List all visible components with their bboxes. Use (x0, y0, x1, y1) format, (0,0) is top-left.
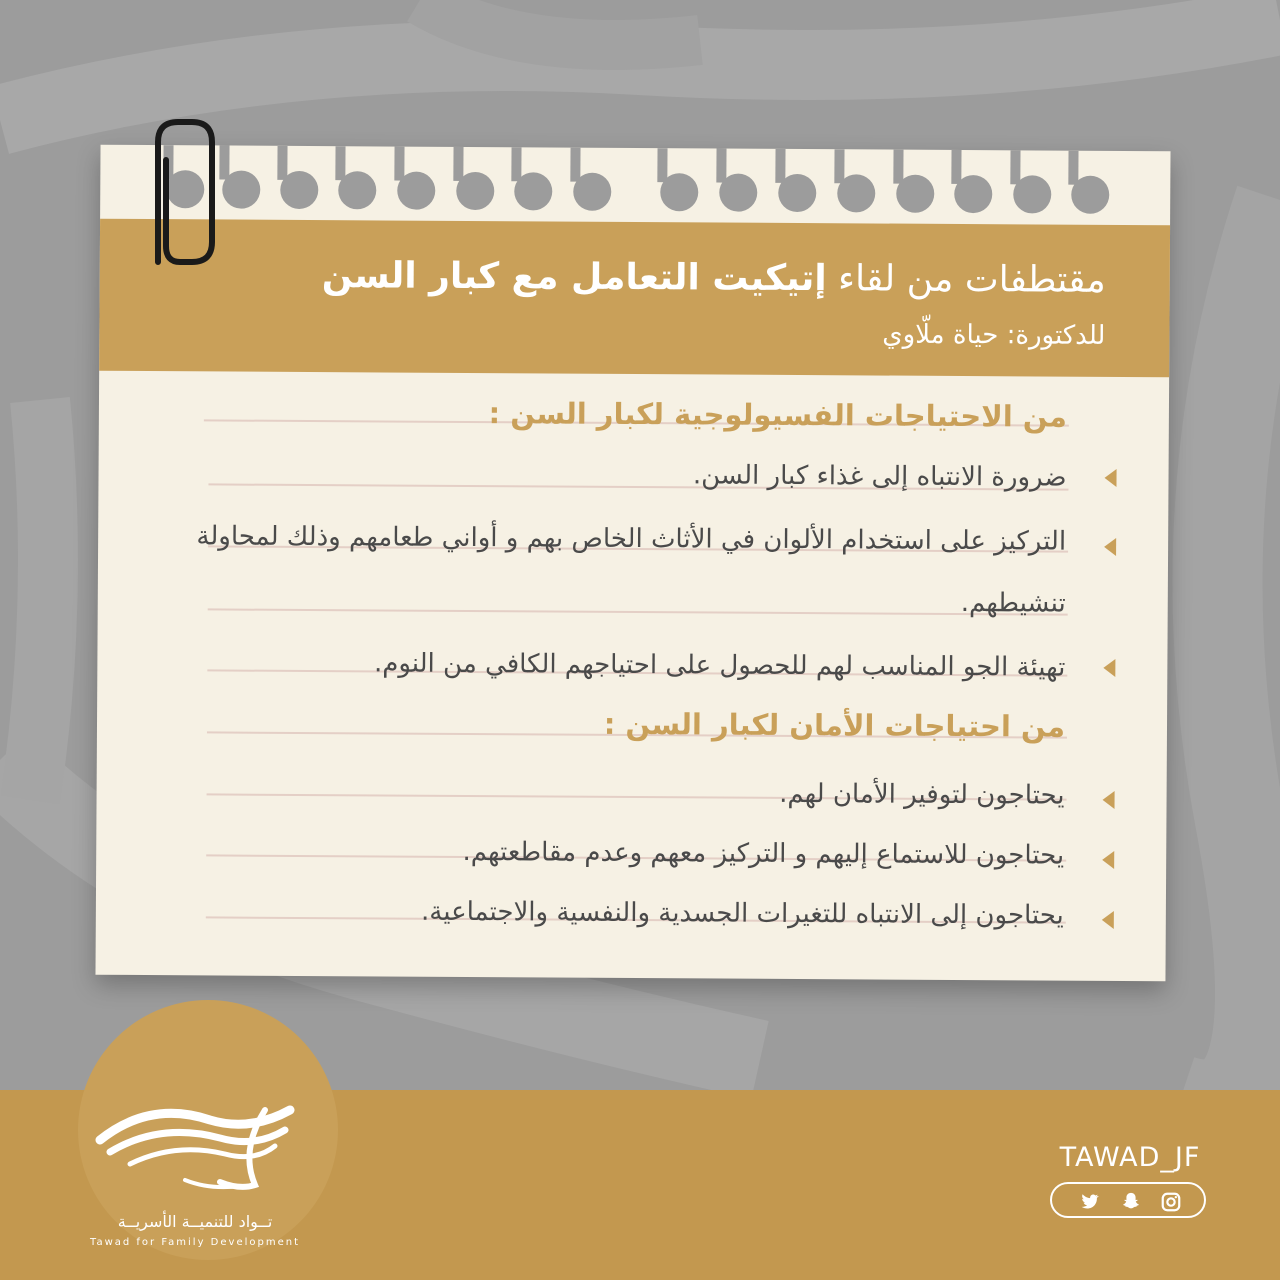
bullet-icon (1102, 851, 1114, 869)
title-intro: مقتطفات من لقاء (838, 258, 1106, 301)
logo-english-text: Tawad for Family Development (89, 1237, 301, 1248)
logo-arabic-text: تــواد للتنميــة الأسريــة (117, 1212, 273, 1231)
list-item: ضرورة الانتباه إلى غذاء كبار السن. (692, 460, 1067, 493)
list-item: التركيز على استخدام الألوان في الأثاث الخاص بهم و أواني طعامهم وذلك لمحاولة تنشيطهم. (196, 521, 1067, 619)
bullet-icon (1102, 911, 1114, 929)
social-handle: TAWAD_JF (1059, 1142, 1201, 1173)
list-item: يحتاجون للاستماع إليهم و التركيز معهم وعدم مقاطعتهم. (462, 836, 1065, 871)
bullet-icon (1103, 791, 1115, 809)
section-heading-physiological: من الاحتياجات الفسيولوجية لكبار السن : (488, 396, 1068, 434)
page-subtitle: للدكتورة: حياة ملّاوي (882, 319, 1106, 351)
instagram-icon[interactable] (1160, 1191, 1182, 1213)
title-bold: إتيكيت التعامل مع كبار السن (321, 255, 827, 300)
bullet-icon (1103, 659, 1115, 677)
page-title (140, 253, 1106, 303)
paperclip-icon (126, 112, 226, 272)
header-band (99, 219, 1170, 378)
social-icons-pill (1050, 1182, 1206, 1218)
twitter-icon[interactable] (1078, 1191, 1100, 1213)
note-card (95, 145, 1170, 982)
snapchat-icon[interactable] (1120, 1191, 1142, 1213)
bullet-icon (1104, 469, 1116, 487)
bullet-icon (1104, 538, 1116, 556)
list-item: يحتاجون لتوفير الأمان لهم. (779, 778, 1065, 811)
list-item: تهيئة الجو المناسب لهم للحصول على احتياجهم الكافي من النوم. (373, 648, 1066, 683)
list-item: يحتاجون إلى الانتباه للتغيرات الجسدية والنفسية والاجتماعية. (420, 896, 1064, 931)
tawad-logo-icon (90, 1090, 300, 1200)
binder-holes (100, 145, 1170, 232)
section-heading-safety: من احتياجات الأمان لكبار السن : (603, 706, 1066, 744)
